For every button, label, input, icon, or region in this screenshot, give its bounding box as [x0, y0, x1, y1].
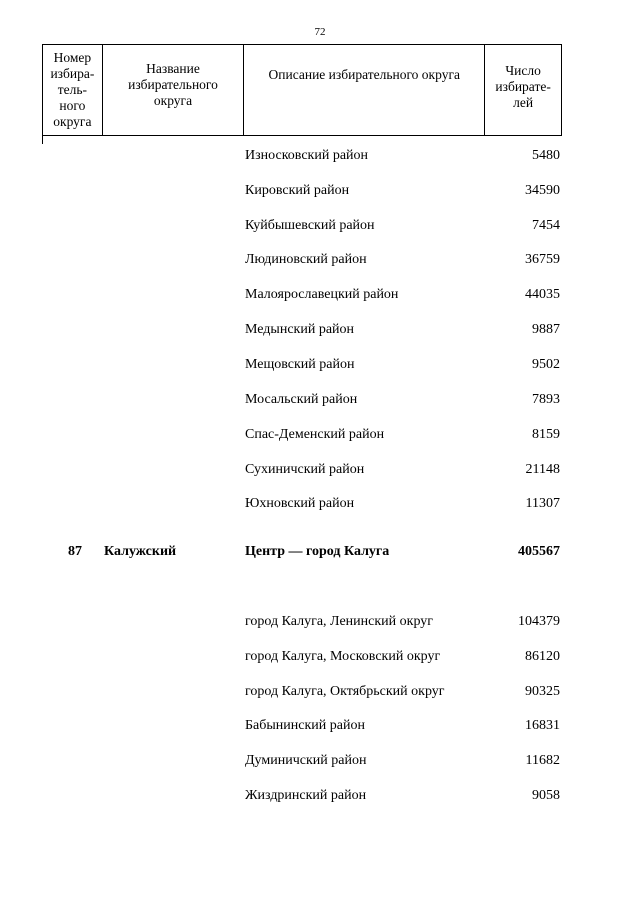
table-row — [0, 250, 640, 270]
row-description: город Калуга, Ленинский округ — [245, 614, 433, 629]
header-name-line: округа — [153, 93, 193, 108]
row-voter-count: 7893 — [532, 392, 560, 407]
row-description: город Калуга, Октябрьский округ — [245, 684, 445, 699]
row-description: Людиновский район — [245, 252, 367, 267]
header-number-line: ного — [59, 98, 86, 113]
header-name-line: избирательного — [128, 77, 218, 92]
table-row — [0, 786, 640, 806]
row-voter-count: 11307 — [525, 496, 560, 511]
row-description: Сухиничский район — [245, 462, 365, 477]
table-row — [0, 647, 640, 667]
row-description: Малоярославецкий район — [245, 287, 399, 302]
header-count-line: избирате- — [495, 79, 551, 94]
table-row — [0, 285, 640, 305]
row-voter-count: 104379 — [518, 614, 560, 629]
row-voter-count: 86120 — [525, 649, 560, 664]
row-voter-count: 8159 — [532, 427, 560, 442]
row-voter-count: 9058 — [532, 788, 560, 803]
table-row — [0, 682, 640, 702]
header-count-line: лей — [513, 95, 534, 110]
row-description: Мещовский район — [245, 357, 355, 372]
district-row — [0, 542, 640, 562]
district-voter-count: 405567 — [518, 544, 560, 559]
table-row — [0, 716, 640, 736]
header-number-line: Номер — [53, 50, 92, 65]
header-number-line: округа — [53, 114, 92, 129]
row-voter-count: 90325 — [525, 684, 560, 699]
header-number-line: избира- — [50, 66, 95, 81]
row-description: Медынский район — [245, 322, 355, 337]
row-voter-count: 5480 — [532, 148, 560, 163]
table-row — [0, 494, 640, 514]
table-row — [0, 425, 640, 445]
row-voter-count: 36759 — [525, 252, 560, 267]
row-description: Кировский район — [245, 183, 350, 198]
row-voter-count: 44035 — [525, 287, 560, 302]
header-count-line: Число — [505, 63, 541, 78]
row-voter-count: 9502 — [532, 357, 560, 372]
table-row — [0, 460, 640, 480]
row-description: Думиничский район — [245, 753, 367, 768]
district-number: 87 — [68, 544, 82, 559]
row-description: Жиздринский район — [245, 788, 367, 803]
row-description: Мосальский район — [245, 392, 358, 407]
header-district-description: Описание избирательного округа — [244, 45, 485, 135]
row-voter-count: 21148 — [525, 462, 560, 477]
table-row — [0, 751, 640, 771]
row-description: Куйбышевский район — [245, 218, 375, 233]
row-description: Бабынинский район — [245, 718, 365, 733]
row-description: город Калуга, Московский округ — [245, 649, 441, 664]
row-description: Юхновский район — [245, 496, 355, 511]
row-description: Спас-Деменский район — [245, 427, 385, 442]
table-row — [0, 355, 640, 375]
row-description: Износковский район — [245, 148, 369, 163]
header-name-line: Название — [146, 61, 200, 76]
row-voter-count: 9887 — [532, 322, 560, 337]
table-row — [0, 181, 640, 201]
table-row — [0, 146, 640, 166]
district-name: Калужский — [104, 544, 177, 559]
district-description: Центр — город Калуга — [245, 544, 390, 559]
row-voter-count: 11682 — [525, 753, 560, 768]
table-row — [0, 216, 640, 236]
row-voter-count: 16831 — [525, 718, 560, 733]
row-voter-count: 7454 — [532, 218, 560, 233]
row-voter-count: 34590 — [525, 183, 560, 198]
page-number: 72 — [314, 26, 326, 38]
table-row — [0, 320, 640, 340]
header-number-line: тель- — [57, 82, 88, 97]
table-row — [0, 390, 640, 410]
table-row — [0, 612, 640, 632]
